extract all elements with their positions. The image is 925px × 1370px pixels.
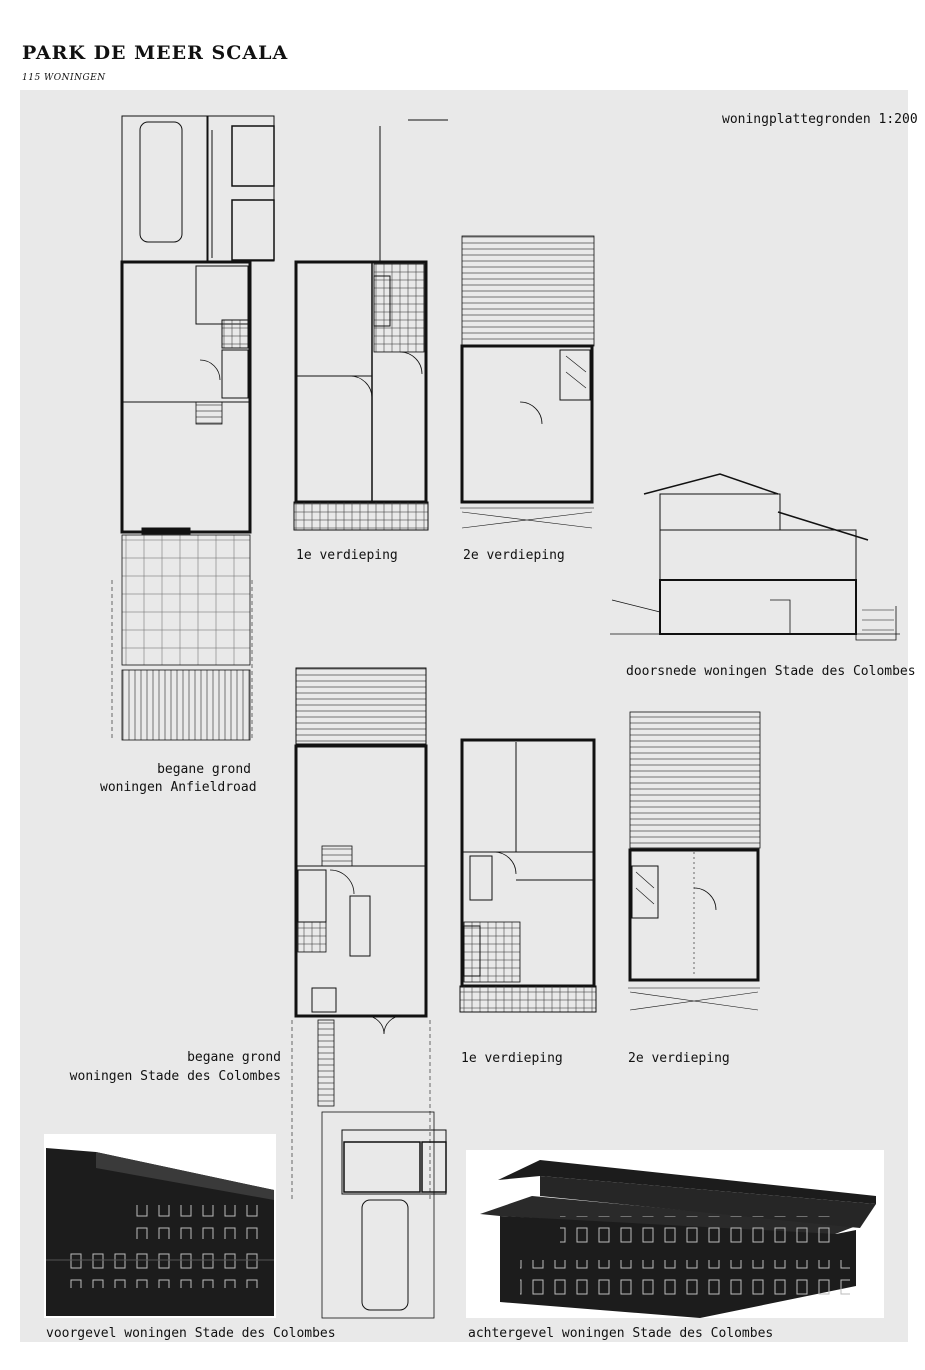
section-label: doorsnede woningen Stade des Colombes — [626, 664, 916, 679]
section-drawing — [610, 474, 900, 640]
scale-label: woningplattegronden 1:200 — [722, 112, 918, 127]
stade-ground-label-line1: begane grond — [187, 1050, 281, 1065]
rear-elevation-label: achtergevel woningen Stade des Colombes — [468, 1326, 774, 1341]
plan-stade-first — [460, 740, 596, 1012]
stade-second-floor-label: 2e verdieping — [628, 1051, 730, 1066]
rear-elevation-render — [466, 1150, 884, 1318]
stade-ground-label-line2: woningen Stade des Colombes — [69, 1069, 281, 1084]
stade-first-floor-label: 1e verdieping — [461, 1051, 563, 1066]
page-subtitle: 115 WONINGEN — [22, 73, 106, 83]
anfield-ground-label-line1: begane grond — [157, 762, 251, 777]
front-elevation-render — [44, 1134, 276, 1318]
plan-anfield-first — [294, 120, 448, 530]
page-title: PARK DE MEER SCALA — [22, 42, 289, 64]
plan-stade-second — [628, 712, 760, 1010]
anfield-second-floor-label: 2e verdieping — [463, 548, 565, 563]
front-elevation-label: voorgevel woningen Stade des Colombes — [46, 1326, 336, 1341]
anfield-ground-label-line2: woningen Anfieldroad — [100, 780, 257, 795]
plan-anfield-ground — [112, 116, 274, 740]
plan-stade-ground — [292, 668, 446, 1318]
plan-anfield-second — [460, 236, 594, 528]
anfield-first-floor-label: 1e verdieping — [296, 548, 398, 563]
